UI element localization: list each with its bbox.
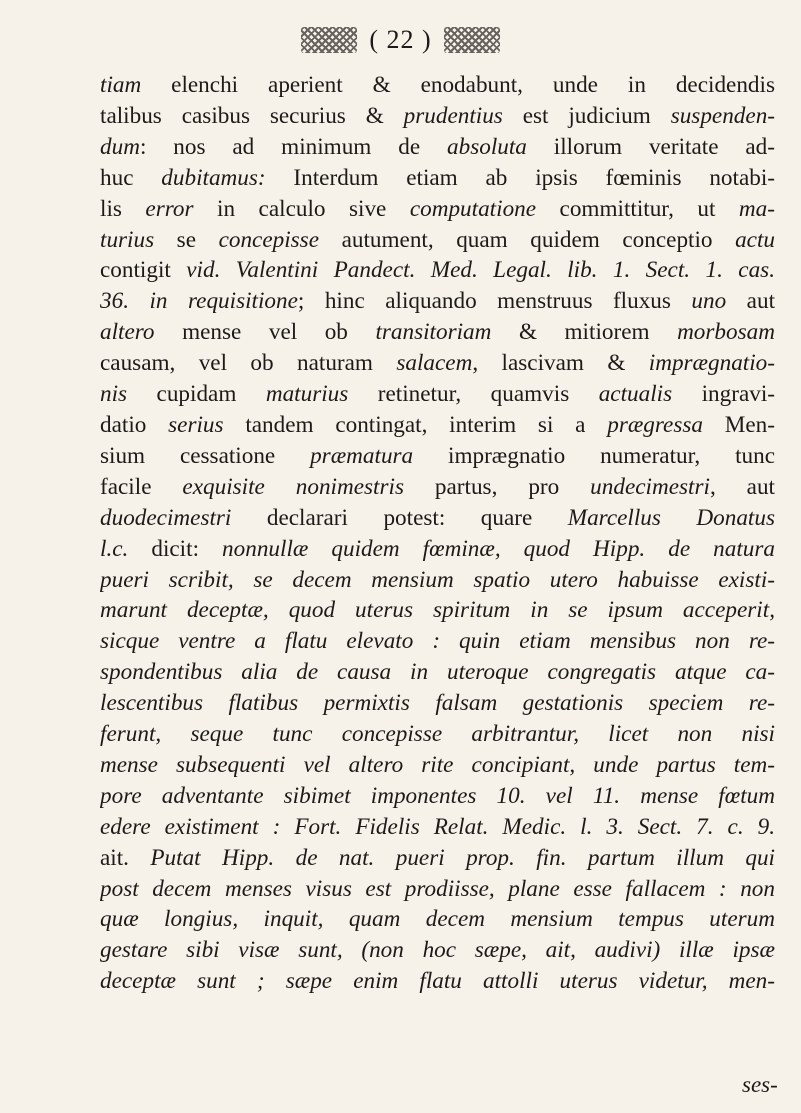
text-line — [100, 812, 775, 843]
text-run: autument, quam quidem conceptio — [319, 226, 736, 253]
text-run: deceptæ sunt ; sæpe enim flatu attolli uterus videtur, men- — [100, 968, 775, 995]
text-run: actualis — [598, 381, 673, 408]
text-run: huc — [100, 164, 162, 191]
text-run: computatione — [409, 195, 537, 222]
text-run: pueri scribit, se decem mensium spatio utero habuisse existi- — [100, 566, 775, 593]
text-run: causam, vel ob naturam — [100, 350, 397, 377]
text-run: dubitamus: — [161, 164, 266, 191]
text-run: uno — [691, 288, 727, 315]
text-run: , aut — [709, 473, 775, 500]
text-run: turius — [100, 226, 155, 253]
text-run: est judicium — [502, 102, 671, 129]
text-line — [100, 565, 775, 596]
text-line — [100, 874, 775, 905]
ornament-right — [444, 27, 500, 53]
text-run: aut — [726, 288, 775, 315]
text-run: error — [145, 195, 194, 222]
text-run: altero — [100, 319, 155, 346]
text-run: edere existiment : Fort. Fidelis Relat. Medic. l. 3. Sect. 7. c. 9. — [100, 813, 775, 840]
text-line — [100, 286, 775, 317]
text-run: , lascivam & — [472, 350, 649, 377]
text-run: pore adventante sibimet imponentes 10. vel 11. mense fœtum — [100, 782, 775, 809]
text-run: actu — [735, 226, 775, 253]
text-run: committitur, ut — [536, 195, 739, 222]
text-line — [100, 595, 775, 626]
text-run: vid. Valentini Pandect. Med. Legal. lib. 1. Sect. 1. cas. — [186, 257, 775, 284]
text-line — [100, 132, 775, 163]
text-line — [100, 626, 775, 657]
text-run: elenchi aperient & enodabunt, unde in decidendis — [141, 72, 775, 98]
text-line — [100, 194, 775, 225]
text-line — [100, 255, 775, 286]
text-run: prudentius — [403, 102, 503, 129]
text-run: sicque ventre a flatu elevato : quin etiam mensibus non re- — [100, 628, 775, 655]
text-run: lis — [100, 195, 146, 222]
text-run: maturius — [265, 381, 349, 408]
text-run: tandem contingat, interim si a — [223, 411, 608, 438]
text-run: Interdum etiam ab ipsis fœminis notabi- — [265, 164, 775, 191]
text-run: mense vel ob — [154, 319, 376, 346]
text-run: lescentibus flatibus permixtis falsam gestationis speciem re- — [100, 690, 775, 717]
text-run: ait. — [100, 844, 151, 871]
text-line — [100, 70, 775, 101]
body-text — [100, 70, 775, 997]
text-run: Marcellus Donatus — [567, 504, 775, 531]
text-line — [100, 317, 775, 348]
text-line — [100, 966, 775, 997]
text-run: datio — [100, 411, 169, 438]
text-run: nonnullæ quidem fœminæ, quod Hipp. de natura — [222, 535, 775, 562]
text-line — [100, 935, 775, 966]
text-run: prægressa — [607, 411, 703, 438]
text-run: undecimestri — [590, 473, 710, 500]
text-run: duodecimestri — [100, 504, 232, 531]
text-line — [100, 688, 775, 719]
text-line — [100, 348, 775, 379]
text-run: morbosam — [677, 319, 775, 346]
text-line — [100, 441, 775, 472]
catchword: ses- — [742, 1072, 778, 1097]
text-line — [100, 750, 775, 781]
text-run: 36. in requisitione — [100, 288, 298, 315]
text-run: suspenden- — [670, 102, 775, 129]
text-run: concepisse — [218, 226, 320, 253]
text-run: l.c. — [100, 535, 129, 562]
text-run: tiam — [100, 72, 142, 98]
text-line — [100, 503, 775, 534]
text-run: talibus casibus securius & — [100, 102, 404, 129]
text-run: ingravi- — [672, 381, 775, 408]
text-run: ferunt, seque tunc concepisse arbitrantur, licet non nisi — [100, 721, 775, 748]
text-run: dum — [100, 133, 140, 160]
text-run: marunt deceptæ, quod uterus spiritum in se ipsum acceperit, — [100, 597, 775, 624]
text-run: spondentibus alia de causa in uteroque congregatis atque ca- — [100, 659, 775, 686]
page-header — [0, 22, 801, 58]
text-run: exquisite nonimestris — [182, 473, 404, 500]
ornament-left — [301, 27, 357, 53]
text-run: salacem — [396, 350, 473, 377]
text-run: gestare sibi visæ sunt, (non hoc sæpe, ait, audivi) illæ ipsæ — [100, 937, 775, 964]
text-run: : nos ad minimum de — [139, 133, 448, 160]
text-run: serius — [168, 411, 224, 438]
text-line — [100, 472, 775, 503]
text-run: nis — [100, 381, 128, 408]
text-line — [100, 101, 775, 132]
text-run: dicit: — [128, 535, 223, 562]
text-run: ma- — [738, 195, 775, 222]
text-line — [100, 379, 775, 410]
text-run: se — [154, 226, 219, 253]
text-run: præmatura — [310, 442, 414, 469]
text-line — [100, 719, 775, 750]
text-run: imprægnatio- — [648, 350, 775, 377]
text-run: post decem menses visus est prodiisse, plane esse fallacem : non — [100, 875, 775, 902]
text-run: facile — [100, 473, 183, 500]
text-line — [100, 534, 775, 565]
text-run: contigit — [100, 257, 187, 284]
text-run: partus, pro — [403, 473, 591, 500]
text-run: imprægnatio numeratur, tunc — [413, 442, 775, 469]
text-run: Putat Hipp. de nat. pueri prop. fin. partum illum qui — [150, 844, 775, 871]
text-run: declarari potest: quare — [231, 504, 568, 531]
text-run: ; hinc aliquando menstruus fluxus — [297, 288, 692, 315]
text-line — [100, 225, 775, 256]
text-run: cupidam — [127, 381, 266, 408]
text-line — [100, 410, 775, 441]
text-run: absoluta — [447, 133, 527, 160]
text-run: retinetur, quamvis — [348, 381, 599, 408]
text-line — [100, 163, 775, 194]
text-run: Men- — [703, 411, 775, 438]
text-run: mense subsequenti vel altero rite concipiant, unde partus tem- — [100, 751, 775, 778]
text-run: illorum veritate ad- — [526, 133, 775, 160]
text-line — [100, 904, 775, 935]
text-run: quæ longius, inquit, quam decem mensium tempus uterum — [100, 906, 775, 933]
text-run: & mitiorem — [491, 319, 678, 346]
text-line — [100, 781, 775, 812]
text-run: sium cessatione — [100, 442, 311, 469]
text-run: transitoriam — [375, 319, 492, 346]
page-number: ( 22 ) — [369, 25, 432, 54]
text-line — [100, 657, 775, 688]
text-run: in calculo sive — [193, 195, 410, 222]
text-line — [100, 843, 775, 874]
